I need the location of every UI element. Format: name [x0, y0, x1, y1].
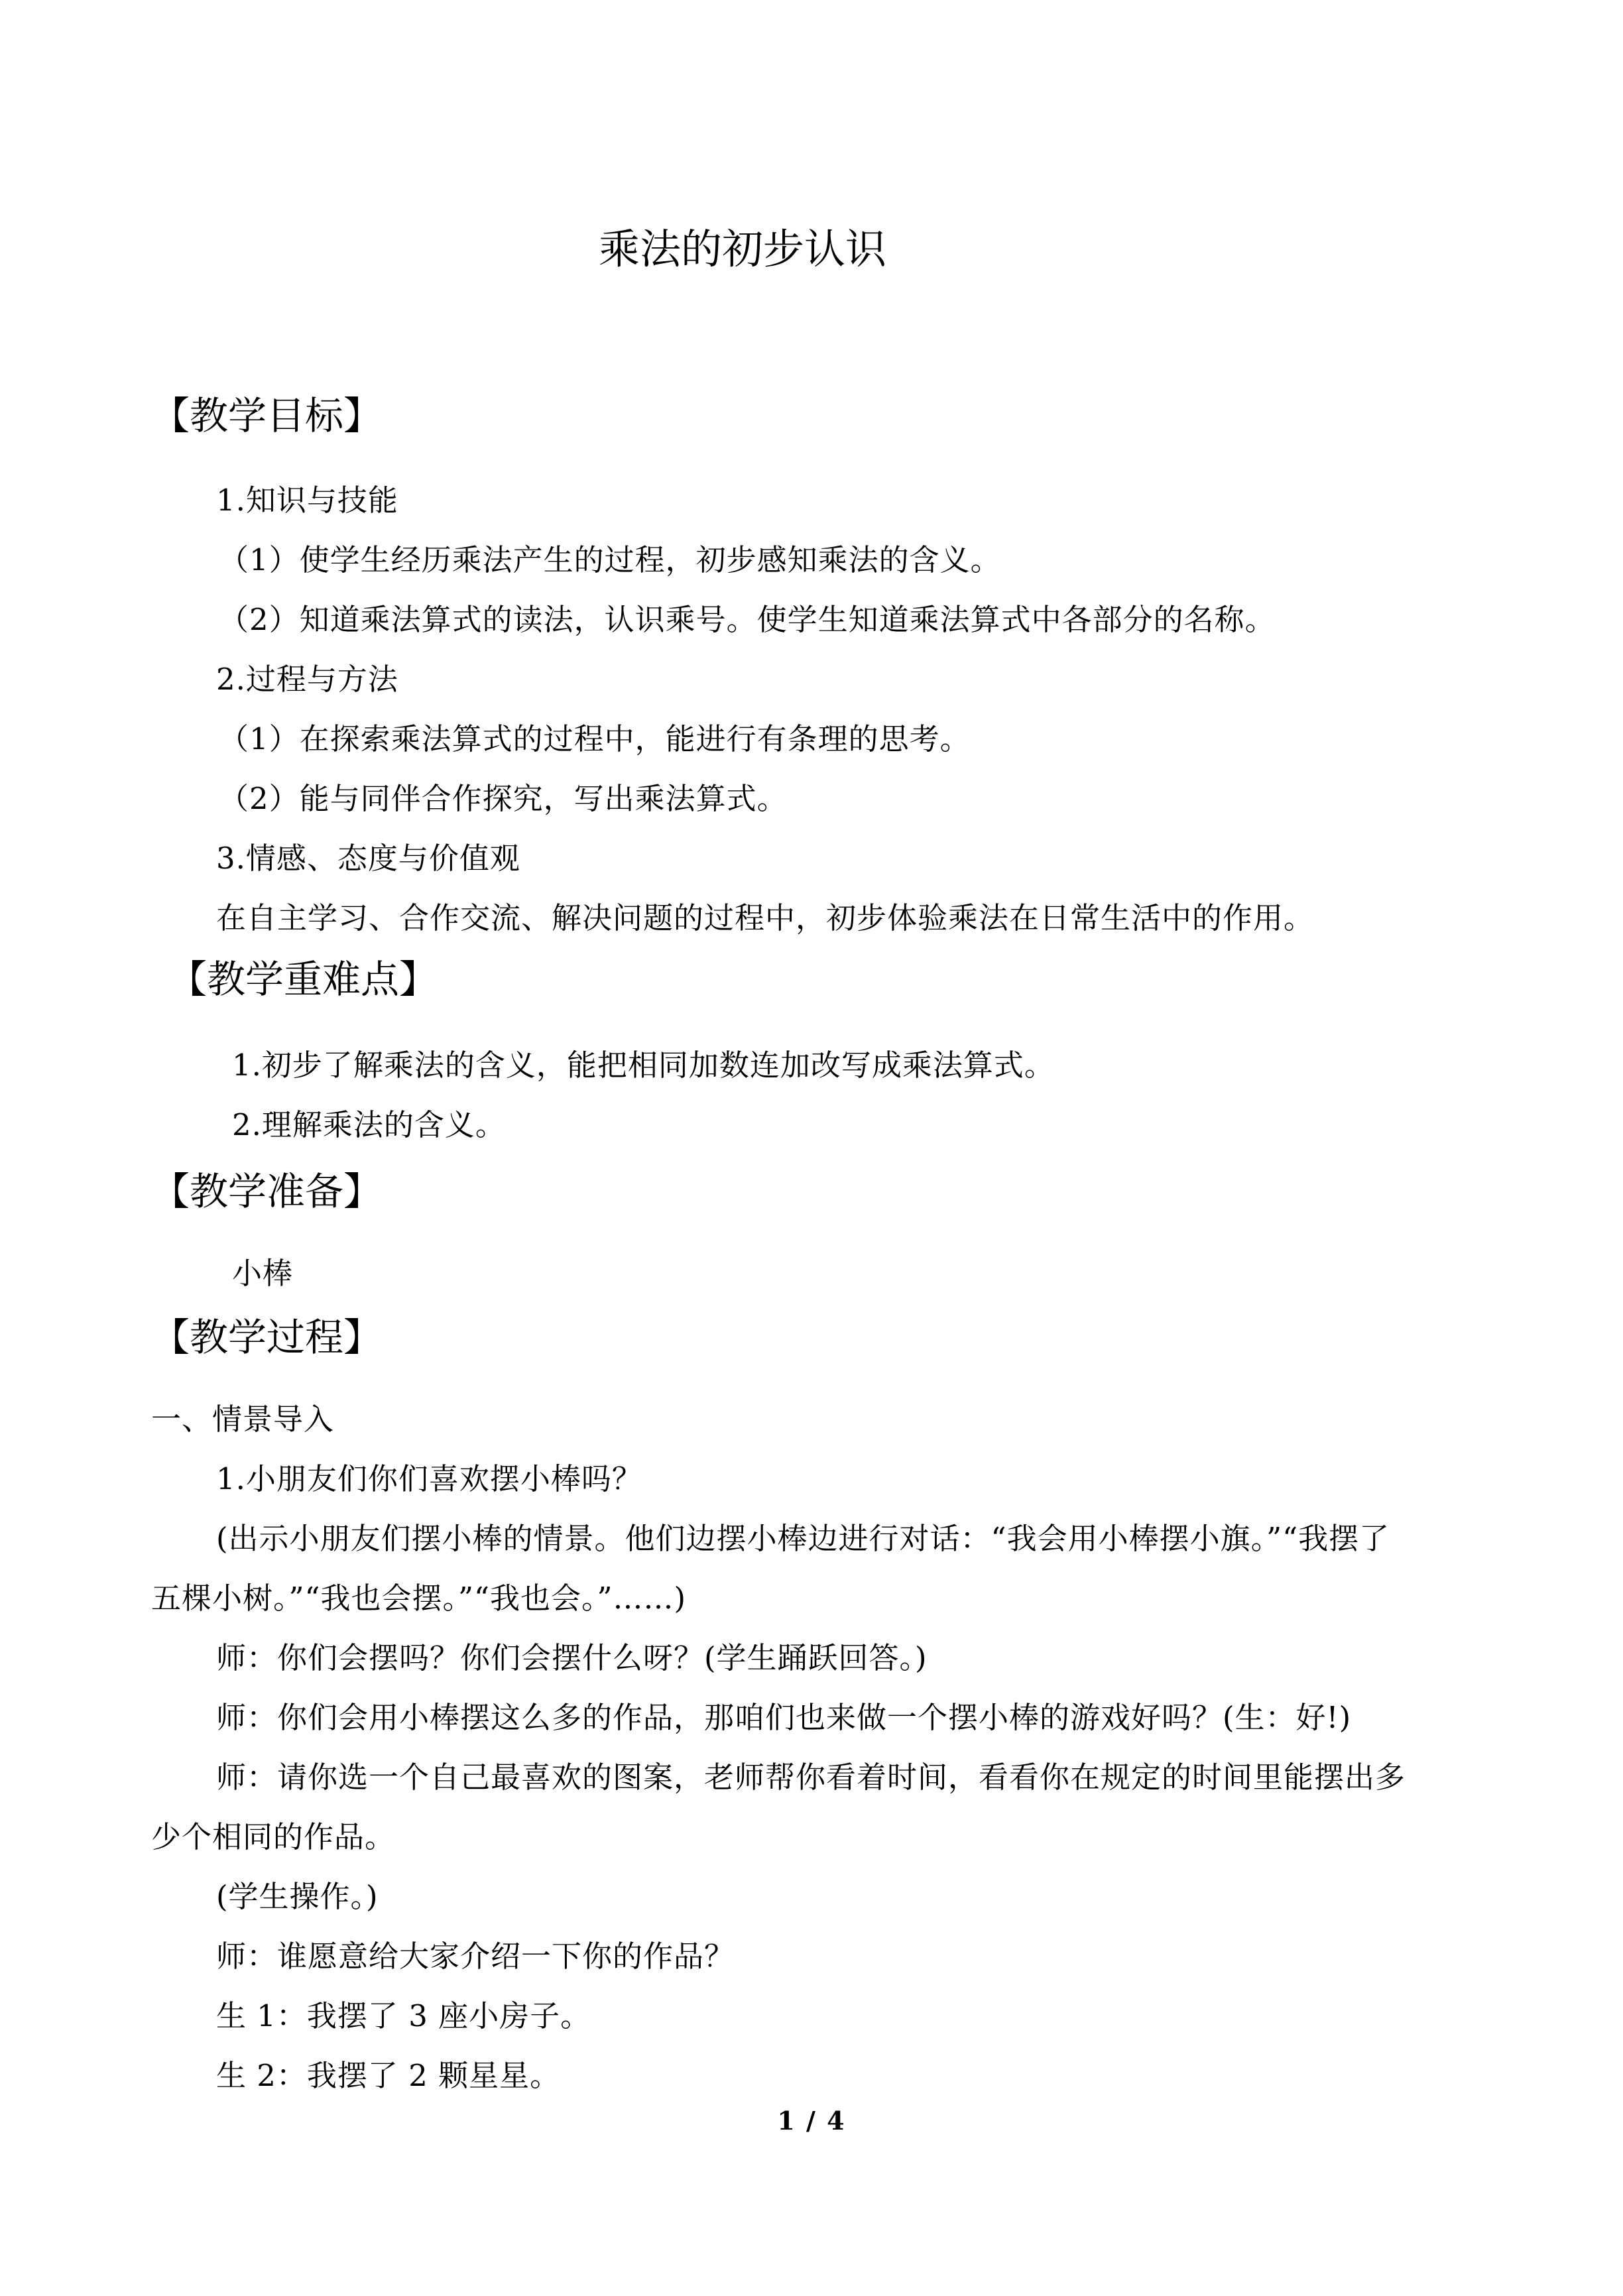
process-line-3: 师：你们会摆吗？你们会摆什么呀？(学生踊跃回答。) — [216, 1640, 928, 1675]
process-line-1: 1.小朋友们你们喜欢摆小棒吗？ — [216, 1461, 642, 1496]
objective-1-2: （2）知道乘法算式的读法，认识乘号。使学生知道乘法算式中各部分的名称。 — [219, 602, 1276, 637]
process-line-6: (学生操作。) — [216, 1879, 379, 1914]
heading-process: 【教学过程】 — [151, 1315, 383, 1360]
process-line-4: 师：你们会用小棒摆这么多的作品，那咱们也来做一个摆小棒的游戏好吗？(生：好!) — [216, 1700, 1352, 1735]
heading-objectives: 【教学目标】 — [151, 393, 383, 438]
preparation-item: 小棒 — [232, 1256, 294, 1291]
heading-key-points: 【教学重难点】 — [168, 957, 438, 1002]
process-line-2a: (出示小朋友们摆小棒的情景。他们边摆小棒边进行对话：“我会用小棒摆小旗。”“我摆了 — [216, 1521, 1390, 1556]
objective-3: 3.情感、态度与价值观 — [216, 841, 520, 876]
process-line-2b: 五棵小树。”“我也会摆。”“我也会。”……) — [151, 1581, 687, 1616]
document-title: 乘法的初步认识 — [598, 225, 886, 273]
process-line-5b: 少个相同的作品。 — [151, 1819, 396, 1854]
objective-2: 2.过程与方法 — [216, 662, 398, 697]
objective-1: 1.知识与技能 — [216, 483, 398, 518]
key-point-2: 2.理解乘法的含义。 — [232, 1107, 506, 1142]
process-line-8: 生 1：我摆了 3 座小房子。 — [216, 1998, 591, 2033]
process-line-7: 师：谁愿意给大家介绍一下你的作品？ — [216, 1939, 735, 1974]
objective-3-1: 在自主学习、合作交流、解决问题的过程中，初步体验乘法在日常生活中的作用。 — [216, 900, 1315, 936]
process-line-5a: 师：请你选一个自己最喜欢的图案，老师帮你看着时间，看看你在规定的时间里能摆出多 — [216, 1760, 1406, 1795]
page-number: 1 / 4 — [777, 2106, 846, 2136]
process-part-1: 一、情景导入 — [151, 1402, 335, 1437]
key-point-1: 1.初步了解乘法的含义，能把相同加数连加改写成乘法算式。 — [232, 1048, 1055, 1083]
objective-1-1: （1）使学生经历乘法产生的过程，初步感知乘法的含义。 — [219, 542, 1001, 577]
heading-preparation: 【教学准备】 — [151, 1169, 383, 1214]
objective-2-2: （2）能与同伴合作探究，写出乘法算式。 — [219, 781, 788, 816]
process-line-9: 生 2：我摆了 2 颗星星。 — [216, 2058, 561, 2093]
objective-2-1: （1）在探索乘法算式的过程中，能进行有条理的思考。 — [219, 721, 971, 756]
